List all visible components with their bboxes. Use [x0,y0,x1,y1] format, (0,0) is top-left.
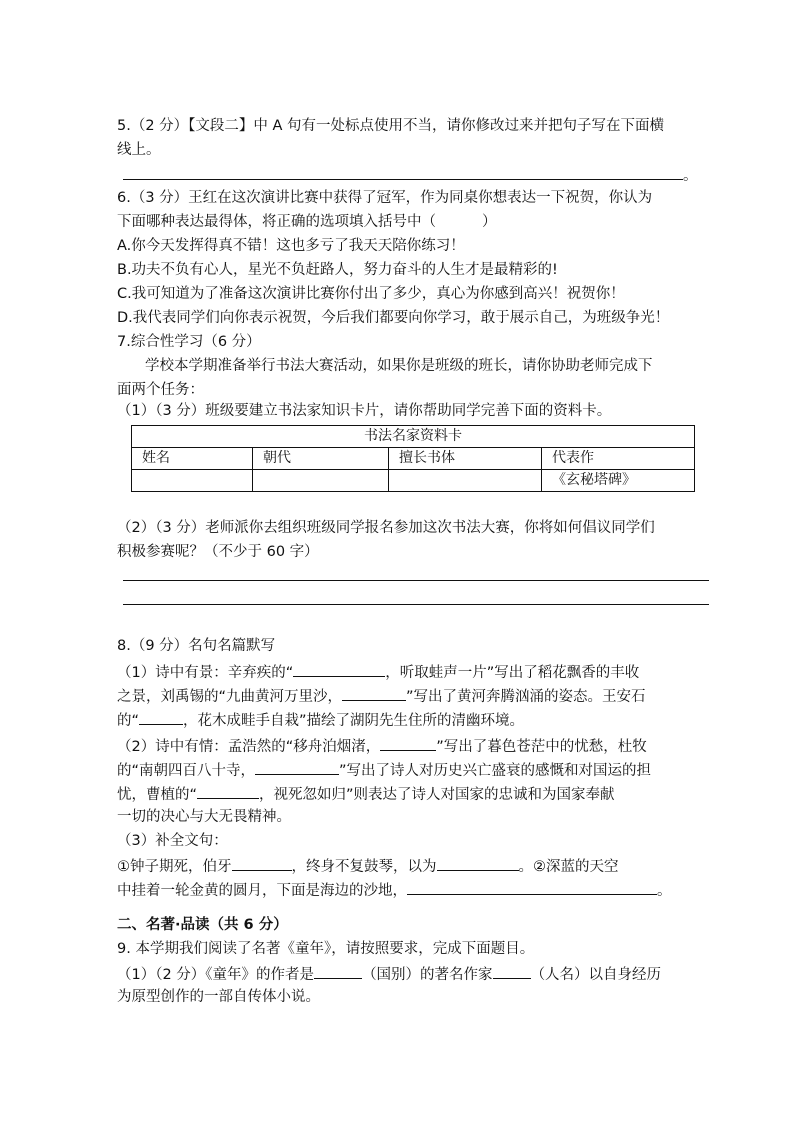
cell-script-style[interactable] [389,470,542,492]
q8-title: 8.（9 分）名句名篇默写 [117,638,276,654]
writing-line-1[interactable] [123,580,709,581]
answer-blank[interactable] [139,709,183,725]
text: 忧，曹植的“ [117,787,198,803]
q9-s1-line2: 为原型创作的一部自传体小说。 [117,989,320,1005]
text: ①钟子期死，伯牙 [117,859,232,875]
q8-p1-line1 [117,661,639,683]
section2-title: 二、名著·品读（共 6 分） [117,917,288,933]
q6-line2 [117,212,497,232]
text: 之景，刘禹锡的“九曲黄河万里沙， [117,689,343,705]
q8-p3-title: （3）补全文句： [117,833,228,849]
text: ”写出了黄河奔腾汹涌的姿态。王安石 [406,689,646,705]
text: 的“南朝四百八十寺， [117,763,256,779]
header-masterpiece: 代表作 [542,448,695,470]
text: （1）诗中有景：辛弃疾的“ [117,665,294,681]
q7-sub2-line2: 积极参赛呢？（不少于 60 字） [117,544,319,560]
q5-answer-line [117,164,698,186]
text: ，视死忽如归”则表达了诗人对国家的忠诚和为国家奉献 [259,787,615,803]
q8-p2-line2 [117,759,651,781]
header-name: 姓名 [132,448,253,470]
answer-blank[interactable] [255,759,339,775]
q8-p2-line1 [117,735,647,757]
text: （2）诗中有情：孟浩然的“移舟泊烟渚， [117,739,381,755]
q5-line1: 5.（2 分）【文段二】中 A 句有一处标点使用不当，请你修改过来并把句子写在下面横 [117,118,665,134]
cell-masterpiece: 《玄秘塔碑》 [542,470,695,492]
q8-p1-line3 [117,709,524,731]
answer-blank[interactable] [437,855,519,871]
answer-blank[interactable] [293,661,385,677]
q9-intro: 9. 本学期我们阅读了名著《童年》，请按照要求，完成下面题目。 [117,941,535,957]
text: ，听取蛙声一片”写出了稻花飘香的丰收 [385,665,640,681]
text: ，花木成畦手自栽”描绘了湖阴先生住所的清幽环境。 [183,713,525,729]
close-paren: ） [482,214,497,230]
q7-sub1: （1）（3 分）班级要建立书法家知识卡片，请你帮助同学完善下面的资料卡。 [117,403,612,419]
answer-blank[interactable] [342,685,406,701]
answer-blank[interactable] [123,164,683,180]
text: ”写出了诗人对历史兴亡盛衰的感慨和对国运的担 [339,763,652,779]
text: ，终身不复鼓琴，以为 [291,859,437,875]
q8-p2-line4: 一切的决心与大无畏精神。 [117,809,291,825]
text: 。②深蓝的天空 [518,859,619,875]
q5-line2: 线上。 [117,142,161,158]
text: （人名）以自身经历 [530,967,662,983]
answer-blank[interactable] [197,783,259,799]
cell-dynasty[interactable] [253,470,389,492]
text: ”写出了暮色苍茫中的忧愁，杜牧 [436,739,647,755]
card-title: 书法名家资料卡 [132,426,695,448]
q7-title: 7.综合性学习（6 分） [117,334,261,350]
text: （国别）的著名作家 [362,967,493,983]
answer-blank-country[interactable] [314,963,362,979]
q6-prompt: 下面哪种表达最得体，将正确的选项填入括号中（ [117,214,436,230]
q8-p2-line3 [117,783,615,805]
answer-blank-author[interactable] [493,963,531,979]
writing-line-2[interactable] [123,604,709,605]
header-dynasty: 朝代 [253,448,389,470]
q7-sub2-line1: （2）（3 分）老师派你去组织班级同学报名参加这次书法大赛，你将如何倡议同学们 [117,520,655,536]
text: 的“ [117,713,140,729]
calligrapher-info-card [131,425,695,492]
q7-intro1: 学校本学期准备举行书法大赛活动，如果你是班级的班长，请你协助老师完成下 [145,358,653,374]
q9-s1-line1 [117,963,661,985]
q6-line1: 6.（3 分）王红在这次演讲比赛中获得了冠军，作为同桌你想表达一下祝贺，你认为 [117,190,653,206]
q8-p3-line1 [117,855,619,877]
answer-blank[interactable] [232,855,292,871]
q6-option-b: B.功夫不负有心人，星光不负赶路人，努力奋斗的人生才是最精彩的! [117,262,558,278]
q6-option-d: D.我代表同学们向你表示祝贺，今后我们都要向你学习，敢于展示自己，为班级争光！ [117,310,670,326]
q7-intro2: 面两个任务： [117,382,204,398]
text: 。 [657,883,672,899]
q6-option-a: A.你今天发挥得真不错！这也多亏了我天天陪你练习！ [117,238,465,254]
answer-blank[interactable] [380,735,436,751]
header-script-style: 擅长书体 [389,448,542,470]
q6-option-c: C.我可知道为了准备这次演讲比赛你付出了多少，真心为你感到高兴！祝贺你！ [117,286,625,302]
q8-p3-line2 [117,879,672,901]
text: （1）（2 分）《童年》的作者是 [117,967,315,983]
answer-blank[interactable] [407,879,657,895]
text: 中挂着一轮金黄的圆月，下面是海边的沙地， [117,883,407,899]
q8-p1-line2 [117,685,646,707]
cell-name[interactable] [132,470,253,492]
period: 。 [683,168,698,184]
